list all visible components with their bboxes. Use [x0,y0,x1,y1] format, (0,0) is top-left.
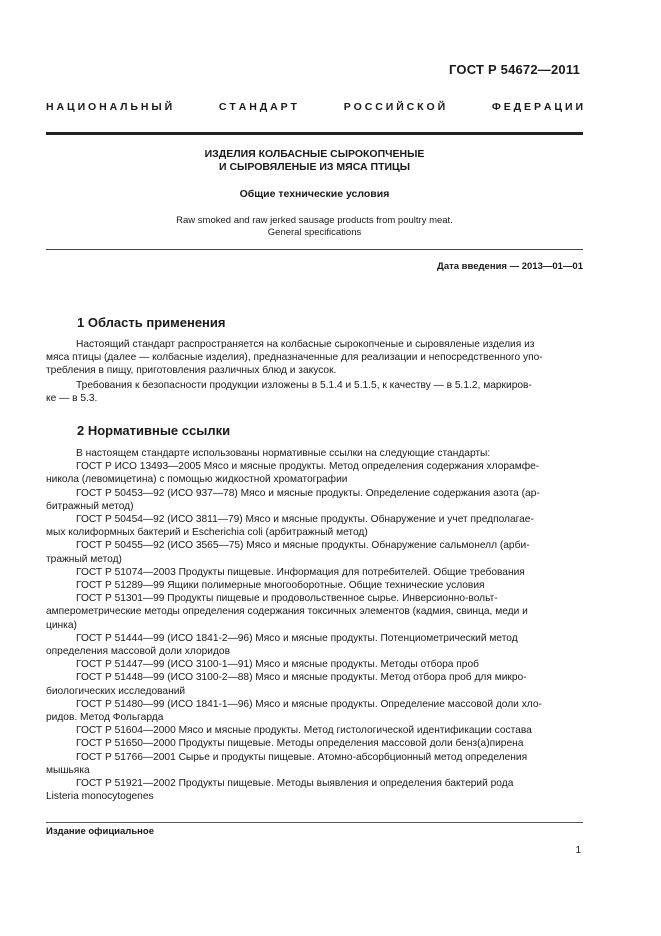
title-divider [46,249,583,250]
reference-line: ГОСТ Р 51289—99 Ящики полимерные многооборотные. Общие технические условия [76,580,485,592]
paragraph-line: мяса птицы (далее — колбасные изделия), предназначенные для реализации и непосредственного упо- [46,352,543,364]
english-title-line-1: Raw smoked and raw jerked sausage products from poultry meat. [176,215,453,226]
english-title [46,215,583,239]
reference-line: тражный метод) [46,553,122,565]
reference-line: ГОСТ Р 50454—92 (ИСО 3811—79) Мясо и мясные продукты. Обнаружение и учет предполагае- [76,514,534,526]
reference-line: Listeria monocytogenes [46,791,154,803]
reference-line: ГОСТ Р 51444—99 (ИСО 1841-2—96) Мясо и мясные продукты. Потенциометрический метод [76,632,518,644]
reference-line: ГОСТ Р 51301—99 Продукты пищевые и продовольственное сырье. Инверсионно-вольт- [76,593,498,605]
reference-line: ГОСТ Р 51074—2003 Продукты пищевые. Информация для потребителей. Общие требования [76,566,525,578]
national-word-1: Н А Ц И О Н А Л Ь Н Ы Й [46,101,173,113]
title-line-2: И СЫРОВЯЛЕНЫЕ ИЗ МЯСА ПТИЦЫ [219,161,410,173]
reference-line: ГОСТ Р 51766—2001 Сырье и продукты пищевые. Атомно-абсорбционный метод определения [76,751,528,763]
reference-line: ГОСТ Р 51650—2000 Продукты пищевые. Методы определения массовой доли бенз(а)пирена [76,738,524,750]
page-number: 1 [575,845,581,856]
reference-line: определения массовой доли хлоридов [46,646,231,658]
paragraph-line: требления в пищу, приготовления различных блюд и закусок. [46,365,337,377]
official-edition-label: Издание официальное [46,826,154,837]
national-word-2: С Т А Н Д А Р Т [218,101,297,113]
title-line-1: ИЗДЕЛИЯ КОЛБАСНЫЕ СЫРОКОПЧЕНЫЕ [204,148,425,160]
national-word-4: Ф Е Д Е Р А Ц И И [491,101,583,113]
reference-line: мых колиформных бактерий и Escherichia coli (арбитражный метод) [46,527,368,539]
reference-line: амперометрические методы определения содержания токсичных элементов (кадмия, свинца, меди и [46,606,528,618]
section-1-paragraph-1 [46,338,583,378]
section-1-heading: 1 Область применения [77,315,226,330]
document-title [46,148,583,174]
section-2-heading: 2 Нормативные ссылки [77,423,231,438]
paragraph-line: ке — в 5.3. [46,393,98,405]
reference-line: мышьяка [46,764,90,776]
english-title-line-2: General specifications [267,227,362,238]
introduction-date: Дата введения — 2013—01—01 [437,261,583,272]
reference-line: цинка) [46,619,77,631]
reference-line: ГОСТ Р 51480—99 (ИСО 1841-1—96) Мясо и мясные продукты. Определение массовой доли хло- [76,698,542,710]
reference-line: ГОСТ Р ИСО 13493—2005 Мясо и мясные продукты. Метод определения содержания хлорамфе- [76,461,540,473]
paragraph-line: Требования к безопасности продукции изложены в 5.1.4 и 5.1.5, к качеству — в 5.1.2, маркиров- [76,380,532,391]
reference-line: В настоящем стандарте использованы нормативные ссылки на следующие стандарты: [76,448,491,459]
normative-references-list [46,447,583,803]
reference-line: ГОСТ Р 50455—92 (ИСО 3565—75) Мясо и мясные продукты. Обнаружение сальмонелл (арби- [76,540,530,552]
reference-line: ГОСТ Р 50453—92 (ИСО 937—78) Мясо и мясные продукты. Определение содержания азота (ар- [76,487,540,499]
reference-line: ГОСТ Р 51448—99 (ИСО 3100-2—88) Мясо и мясные продукты. Метод отбора проб для микро- [76,672,527,684]
reference-line: никола (левомицетина) с помощью жидкостной хроматографии [46,474,348,486]
reference-line: битражный метод) [46,500,134,512]
reference-line: ГОСТ Р 51921—2002 Продукты пищевые. Методы выявления и определения бактерий рода [76,778,514,790]
document-subtitle: Общие технические условия [239,188,390,200]
reference-line: ГОСТ Р 51604—2000 Мясо и мясные продукты. Метод гистологической идентификации состава [76,725,532,737]
footer-divider [46,822,583,823]
standard-number: ГОСТ Р 54672—2011 [449,62,580,77]
section-1-paragraph-2 [46,379,583,405]
reference-line: ГОСТ Р 51447—99 (ИСО 3100-1—91) Мясо и мясные продукты. Методы отбора проб [76,659,479,671]
paragraph-line: Настоящий стандарт распространяется на колбасные сырокопченые и сыровяленые изделия из [76,339,535,350]
reference-line: биологических исследований [46,685,186,697]
national-standard-heading [46,101,583,113]
national-word-3: Р О С С И Й С К О Й [343,101,446,113]
header-divider [46,132,583,135]
reference-line: ридов. Метод Фольгарда [46,712,164,724]
